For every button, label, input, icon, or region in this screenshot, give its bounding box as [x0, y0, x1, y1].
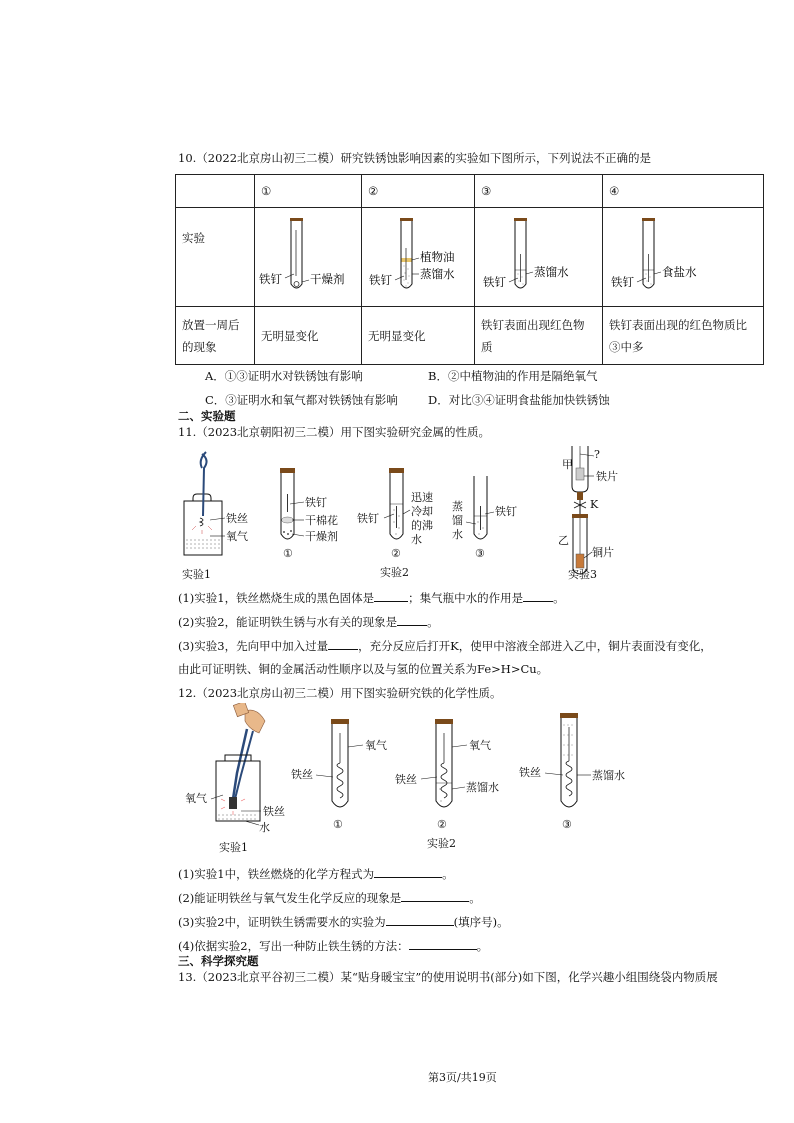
q12-exp1-wire: 铁丝 [263, 805, 285, 818]
q12-sub1-b: 。 [442, 867, 454, 881]
tube-cell-3 [475, 208, 603, 307]
col-num-2: ② [362, 175, 475, 208]
q12-sub3-blank[interactable] [386, 914, 454, 926]
result-1-text: 无明显变化 [261, 328, 319, 343]
q11-sub3 [178, 638, 712, 653]
q11-t2-nail: 铁钉 [357, 512, 379, 525]
q11-t3-nail: 铁钉 [495, 505, 517, 518]
q11-exp3-iron-sheet: 铁片 [596, 470, 618, 483]
q12-sub4 [178, 938, 488, 953]
q12-t3-water: 蒸馏水 [592, 769, 625, 782]
q11-t1-nail: 铁钉 [305, 496, 327, 509]
q11-sub3-b: ，充分反应后打开K，使甲中溶液全部进入乙中，铜片表面没有变化， [358, 639, 712, 653]
page-footer: 第3页/共19页 [428, 1071, 497, 1084]
result-3-text-2: 质 [481, 339, 493, 354]
tube-2-diagram [362, 208, 474, 306]
tube-cell-4 [603, 208, 764, 307]
q11-sub3-a: (3)实验3，先向甲中加入过量 [178, 639, 329, 653]
q11-exp3-jia: 甲 [562, 458, 573, 471]
result-3 [475, 307, 603, 365]
q12-t3-wire: 铁丝 [519, 766, 541, 779]
q12-exp1-hand [233, 703, 265, 733]
tube-3-diagram [475, 208, 602, 306]
table-corner [176, 175, 255, 208]
result-3-text-1: 铁钉表面出现红色物 [481, 317, 585, 332]
q12-sub2-b: 。 [469, 891, 481, 905]
q12-sub2-blank[interactable] [401, 890, 469, 902]
row-label-experiment-text: 实验 [182, 231, 205, 245]
q12-t2-wire: 铁丝 [395, 773, 417, 786]
q12-sub1 [178, 866, 454, 881]
tube-4-cap [642, 218, 655, 221]
tube-2-label-nail: 铁钉 [369, 273, 392, 287]
tube-4-label-saltwater: 食盐水 [662, 265, 697, 279]
q12-sub2-a: (2)能证明铁丝与氧气发生化学反应的现象是 [178, 891, 402, 905]
q12-exp1-water: 水 [259, 821, 270, 834]
tube-2-label-water: 蒸馏水 [420, 267, 455, 281]
q11-sub1-a: (1)实验1，铁丝燃烧生成的黑色固体是 [178, 591, 375, 605]
tube-cell-2 [362, 208, 475, 307]
q12-exp2-label: 实验2 [427, 837, 456, 850]
q10-option-a[interactable]: A．①③证明水对铁锈蚀有影响 [205, 369, 363, 383]
col-num-4: ④ [603, 175, 764, 208]
q11-stem: 11.（2023北京朝阳初三二模）用下图实验研究金属的性质。 [178, 425, 491, 439]
row-label-result-2: 的现象 [182, 339, 217, 354]
tube-2-oil [401, 258, 412, 262]
result-4 [603, 307, 764, 365]
q10-option-c[interactable]: C．③证明水和氧气都对铁锈蚀有影响 [205, 393, 398, 407]
q12-n1: ① [333, 818, 343, 831]
result-2-text: 无明显变化 [368, 328, 426, 343]
q11-t3-water-3: 水 [452, 528, 463, 541]
q11-n1: ① [283, 547, 293, 560]
q12-exp2-tube-1 [331, 719, 349, 807]
tube-3-cap [514, 218, 527, 221]
tube-1-label-desiccant: 干燥剂 [310, 272, 345, 286]
q12-t1-o2: 氧气 [365, 739, 387, 752]
q11-sub1-b: ；集气瓶中水的作用是 [408, 591, 524, 605]
q10-option-b[interactable]: B．②中植物油的作用是隔绝氧气 [428, 369, 598, 383]
section-3-heading: 三、科学探究题 [178, 954, 259, 968]
q12-exp1-label: 实验1 [219, 841, 248, 853]
q12-t1-wire: 铁丝 [291, 768, 313, 781]
q11-sub2-a: (2)实验2，能证明铁生锈与水有关的现象是 [178, 615, 398, 629]
q11-sub3-blank[interactable] [328, 638, 358, 650]
q11-sub1-blank-2[interactable] [523, 590, 553, 602]
q12-stem: 12.（2023北京房山初三二模）用下图实验研究铁的化学性质。 [178, 686, 502, 700]
q11-exp3-label: 实验3 [568, 568, 597, 581]
tube-3-label-water: 蒸馏水 [534, 265, 569, 279]
result-2 [362, 307, 475, 365]
q12-sub2 [178, 890, 481, 905]
tube-4-diagram [603, 208, 763, 306]
q11-sub1-blank-1[interactable] [374, 590, 408, 602]
q11-t2-water-2: 冷却 [411, 505, 433, 518]
tube-1-label-nail: 铁钉 [259, 272, 282, 286]
result-4-text-1: 铁钉表面出现的红色物质比 [609, 317, 747, 332]
tube-cell-1 [255, 208, 362, 307]
result-4-text-2: ③中多 [609, 339, 644, 354]
q11-t3-water-1: 蒸 [452, 500, 463, 513]
q11-t3-water-2: 馏 [452, 514, 463, 527]
q11-exp3-q: ? [594, 448, 600, 461]
q11-t2-water-4: 水 [411, 533, 422, 546]
q11-exp2-tube-3 [474, 476, 487, 539]
q11-exp3-apparatus [572, 446, 588, 574]
q12-n2: ② [437, 818, 447, 831]
row-label-result [176, 307, 255, 365]
row-label-experiment [176, 208, 255, 307]
q12-figure [175, 703, 645, 853]
q11-sub1 [178, 590, 565, 605]
q11-sub2-blank[interactable] [397, 614, 427, 626]
q12-sub3-a: (3)实验2中，证明铁生锈需要水的实验为 [178, 915, 386, 929]
tube-2-water [401, 262, 412, 288]
q11-exp2-tube-2 [389, 468, 404, 539]
q11-exp1-wire-label: 铁丝 [226, 512, 248, 525]
q10-stem: 10.（2022北京房山初三二模）研究铁锈蚀影响因素的实验如下图所示，下列说法不正确的是 [178, 151, 652, 165]
q12-t2-o2: 氧气 [469, 739, 491, 752]
q11-figure [170, 446, 640, 586]
tube-2-cap [400, 218, 413, 221]
q12-t2-water: 蒸馏水 [466, 781, 499, 794]
q11-sub3-cont: 由此可证明铁、铜的金属活动性顺序以及与氢的位置关系为Fe>H>Cu。 [178, 662, 549, 676]
q11-exp3-copper: 铜片 [592, 546, 614, 559]
q11-exp3-k: K [590, 498, 599, 511]
tube-1-desiccant [294, 282, 299, 287]
q12-exp2-tube-2 [435, 719, 453, 807]
q12-n3: ③ [562, 818, 572, 831]
q11-sub1-c: 。 [553, 591, 565, 605]
q12-exp1-o2: 氧气 [185, 792, 207, 805]
q11-exp2-label: 实验2 [380, 566, 409, 579]
col-num-3: ③ [475, 175, 603, 208]
q11-exp1-label: 实验1 [182, 568, 211, 581]
q12-sub4-a: (4)依据实验2，写出一种防止铁生锈的方法： [178, 939, 409, 953]
q10-option-d[interactable]: D．对比③④证明食盐能加快铁锈蚀 [428, 393, 610, 407]
q11-sub2 [178, 614, 439, 629]
q12-sub4-b: 。 [476, 939, 489, 953]
q11-n3: ③ [475, 547, 485, 560]
tube-4-label-nail: 铁钉 [611, 275, 634, 289]
q11-t2-water-3: 的沸 [411, 519, 433, 532]
q11-t2-water-1: 迅速 [411, 491, 433, 504]
tube-1-diagram [255, 208, 361, 306]
q11-exp1-bottle [184, 452, 222, 555]
tube-3-label-nail: 铁钉 [483, 275, 506, 289]
section-2-heading: 二、实验题 [178, 409, 236, 423]
col-num-1: ① [255, 175, 362, 208]
q12-sub3-b: (填序号)。 [453, 915, 509, 929]
q11-t1-cotton: 干棉花 [305, 514, 338, 527]
tube-1-glass [291, 221, 302, 288]
q12-sub4-blank[interactable] [409, 938, 477, 950]
q10-experiment-table [175, 174, 764, 365]
row-label-result-1: 放置一周后 [182, 317, 240, 332]
q12-sub1-blank[interactable] [374, 866, 442, 878]
q11-t1-dry: 干燥剂 [305, 530, 338, 543]
q12-exp2-tube-3 [560, 713, 578, 807]
q11-n2: ② [391, 547, 401, 560]
q13-stem: 13.（2023北京平谷初三二模）某“贴身暖宝宝”的使用说明书(部分)如下图，化学兴趣小组围绕袋内物质展 [178, 970, 718, 984]
result-1 [255, 307, 362, 365]
tube-2-label-oil: 植物油 [420, 250, 455, 264]
q11-exp3-yi: 乙 [558, 534, 569, 547]
q12-sub3 [178, 914, 509, 929]
q12-sub1-a: (1)实验1中，铁丝燃烧的化学方程式为 [178, 867, 375, 881]
tube-1-cap [290, 218, 303, 221]
q11-sub2-b: 。 [427, 615, 439, 629]
q11-exp1-o2-label: 氧气 [226, 530, 248, 543]
